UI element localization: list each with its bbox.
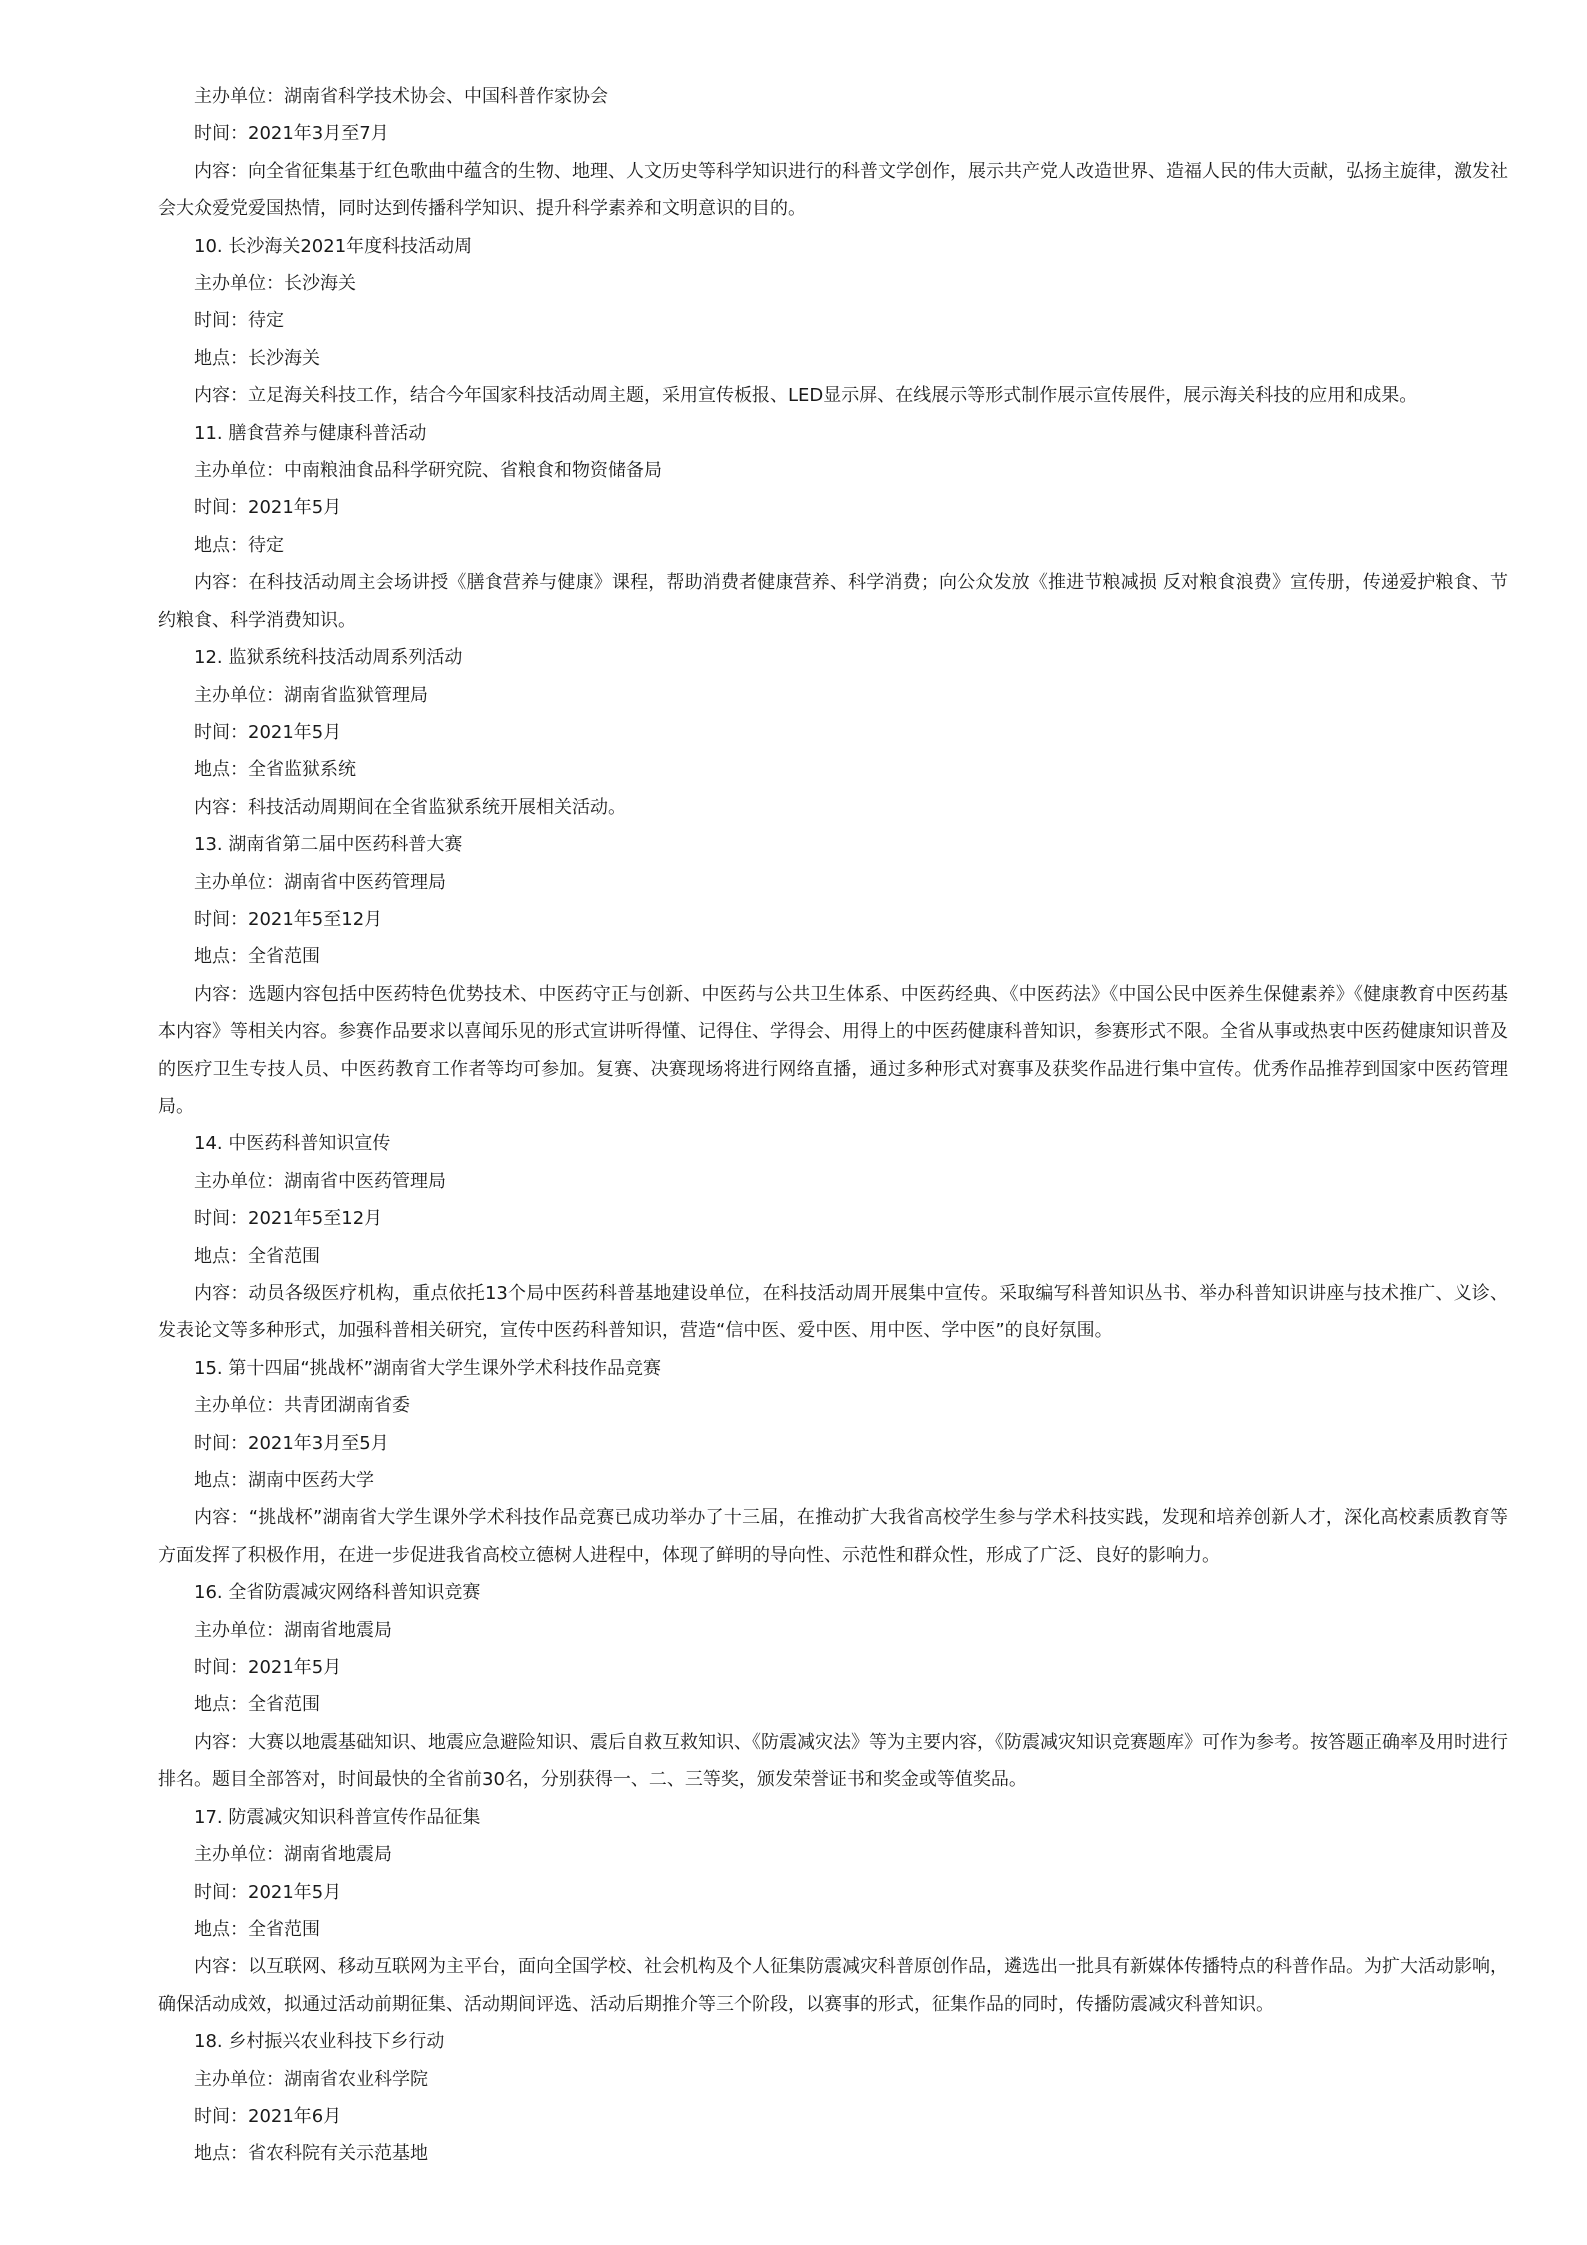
content-paragraph: 内容：动员各级医疗机构，重点依托13个局中医药科普基地建设单位，在科技活动周开展集中宣传。采取编写科普知识丛书、举办科普知识讲座与技术推广、义诊、发表论文等多种形式，加强科普相关研究，宣传中医药科普知识，营造“信中医、爱中医、用中医、学中医”的良好氛围。 xyxy=(158,1283,1508,1342)
time-line: 时间：2021年5至12月 xyxy=(194,1208,383,1230)
organizer-line: 主办单位：湖南省监狱管理局 xyxy=(194,684,428,706)
location-line: 地点：全省范围 xyxy=(194,1694,320,1716)
organizer-line: 主办单位：中南粮油食品科学研究院、省粮食和物资储备局 xyxy=(194,460,662,482)
content-paragraph: 内容：科技活动周期间在全省监狱系统开展相关活动。 xyxy=(194,796,626,818)
section-heading: 13. 湖南省第二届中医药科普大赛 xyxy=(194,834,463,856)
organizer-line: 主办单位：共青团湖南省委 xyxy=(194,1395,410,1417)
document-body xyxy=(158,78,1508,2173)
content-paragraph: 内容：大赛以地震基础知识、地震应急避险知识、震后自救互救知识、《防震减灾法》等为主要内容，《防震减灾知识竞赛题库》可作为参考。按答题正确率及用时进行排名。题目全部答对，时间最快的全省前30名，分别获得一、二、三等奖，颁发荣誉证书和奖金或等值奖品。 xyxy=(158,1731,1508,1791)
time-line: 时间：2021年5月 xyxy=(194,497,342,519)
time-line: 时间：2021年5至12月 xyxy=(194,908,383,930)
organizer-line: 主办单位：湖南省科学技术协会、中国科普作家协会 xyxy=(194,86,608,107)
location-line: 地点：全省范围 xyxy=(194,946,320,968)
organizer-line: 主办单位：长沙海关 xyxy=(194,273,356,295)
time-line: 时间：2021年5月 xyxy=(194,1657,342,1679)
time-line: 时间：2021年3月至7月 xyxy=(194,123,389,145)
section-heading: 17. 防震减灾知识科普宣传作品征集 xyxy=(194,1806,481,1828)
time-line: 时间：2021年5月 xyxy=(194,1881,342,1903)
content-paragraph: 内容：向全省征集基于红色歌曲中蕴含的生物、地理、人文历史等科学知识进行的科普文学创作，展示共产党人改造世界、造福人民的伟大贡献，弘扬主旋律，激发社会大众爱党爱国热情，同时达到传播科学知识、提升科学素养和文明意识的目的。 xyxy=(158,160,1508,220)
location-line: 地点：全省监狱系统 xyxy=(194,759,356,781)
section-heading: 12. 监狱系统科技活动周系列活动 xyxy=(194,647,463,669)
time-line: 时间：待定 xyxy=(194,310,284,332)
content-paragraph: 内容：以互联网、移动互联网为主平台，面向全国学校、社会机构及个人征集防震减灾科普原创作品，遴选出一批具有新媒体传播特点的科普作品。为扩大活动影响，确保活动成效，拟通过活动前期征集、活动期间评选、活动后期推介等三个阶段，以赛事的形式，征集作品的同时，传播防震减灾科普知识。 xyxy=(158,1956,1508,2015)
time-line: 时间：2021年3月至5月 xyxy=(194,1432,389,1454)
location-line: 地点：省农科院有关示范基地 xyxy=(194,2143,428,2165)
section-heading: 15. 第十四届“挑战杯”湖南省大学生课外学术科技作品竞赛 xyxy=(194,1357,661,1379)
time-line: 时间：2021年6月 xyxy=(194,2105,342,2127)
content-paragraph: 内容：立足海关科技工作，结合今年国家科技活动周主题，采用宣传板报、LED显示屏、在线展示等形式制作展示宣传展件，展示海关科技的应用和成果。 xyxy=(194,385,1418,407)
section-heading: 18. 乡村振兴农业科技下乡行动 xyxy=(194,2031,445,2053)
location-line: 地点：全省范围 xyxy=(194,1918,320,1940)
time-line: 时间：2021年5月 xyxy=(194,721,342,743)
content-paragraph: 内容：“挑战杯”湖南省大学生课外学术科技作品竞赛已成功举办了十三届，在推动扩大我省高校学生参与学术科技实践，发现和培养创新人才，深化高校素质教育等方面发挥了积极作用，在进一步促进我省高校立德树人进程中，体现了鲜明的导向性、示范性和群众性，形成了广泛、良好的影响力。 xyxy=(158,1507,1508,1566)
content-paragraph: 内容：选题内容包括中医药特色优势技术、中医药守正与创新、中医药与公共卫生体系、中医药经典、《中医药法》《中国公民中医养生保健素养》《健康教育中医药基本内容》等相关内容。参赛作品要求以喜闻乐见的形式宣讲听得懂、记得住、学得会、用得上的中医药健康科普知识，参赛形式不限。全省从事或热衷中医药健康知识普及的医疗卫生专技人员、中医药教育工作者等均可参加。复赛、决赛现场将进行网络直播，通过多种形式对赛事及获奖作品进行集中宣传。优秀作品推荐到国家中医药管理局。 xyxy=(158,983,1508,1117)
section-heading: 10. 长沙海关2021年度科技活动周 xyxy=(194,235,473,257)
section-heading: 16. 全省防震减灾网络科普知识竞赛 xyxy=(194,1582,481,1604)
location-line: 地点：待定 xyxy=(194,534,284,556)
section-heading: 11. 膳食营养与健康科普活动 xyxy=(194,422,427,444)
section-heading: 14. 中医药科普知识宣传 xyxy=(194,1133,391,1155)
organizer-line: 主办单位：湖南省中医药管理局 xyxy=(194,871,446,893)
location-line: 地点：长沙海关 xyxy=(194,347,320,369)
organizer-line: 主办单位：湖南省中医药管理局 xyxy=(194,1170,446,1192)
content-paragraph: 内容：在科技活动周主会场讲授《膳食营养与健康》课程，帮助消费者健康营养、科学消费；向公众发放《推进节粮减损 反对粮食浪费》宣传册，传递爱护粮食、节约粮食、科学消费知识。 xyxy=(158,572,1508,631)
organizer-line: 主办单位：湖南省农业科学院 xyxy=(194,2068,428,2090)
organizer-line: 主办单位：湖南省地震局 xyxy=(194,1844,392,1866)
location-line: 地点：全省范围 xyxy=(194,1245,320,1267)
organizer-line: 主办单位：湖南省地震局 xyxy=(194,1619,392,1641)
location-line: 地点：湖南中医药大学 xyxy=(194,1470,374,1492)
